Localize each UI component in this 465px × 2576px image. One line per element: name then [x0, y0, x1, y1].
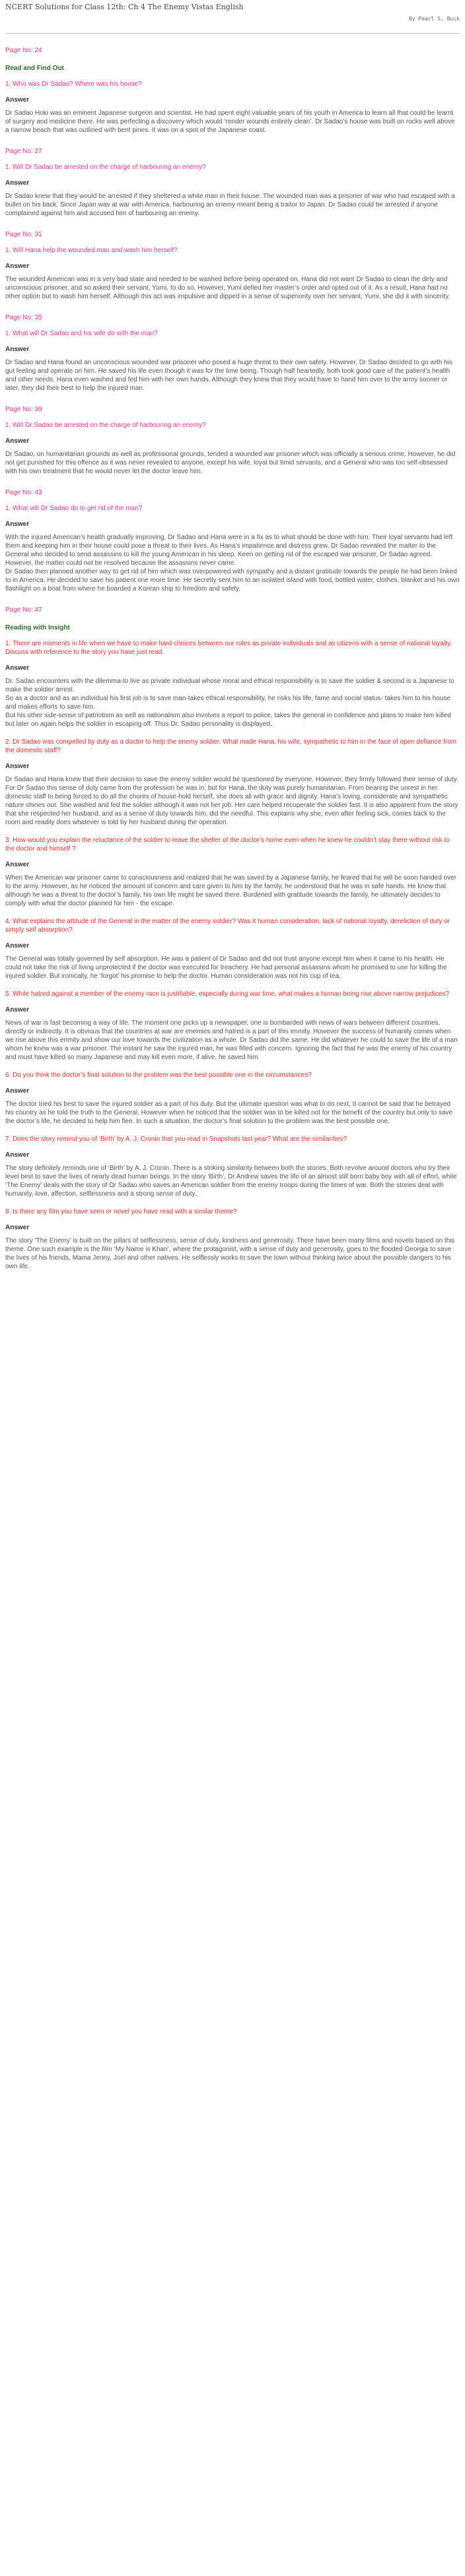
answer-label: Answer: [5, 664, 30, 672]
answer-label: Answer: [5, 346, 30, 353]
question: 1. What will Dr Sadao do to get rid of the man?: [5, 505, 143, 512]
answer-label: Answer: [5, 179, 30, 187]
answer-label: Answer: [5, 942, 30, 950]
answer-text: [5, 874, 460, 908]
page-number-label: Page No: 24: [5, 47, 42, 54]
question: 1. Will Hana help the wounded man and wash him herself?: [5, 247, 178, 254]
document-header: [5, 0, 460, 34]
answer-label: Answer: [5, 1224, 30, 1231]
question: 4. What explains the attitude of the General in the matter of the enemy soldier? Was it human consideration, lack of national loyalty, dereliction of duty or simply self absorption?: [5, 918, 450, 934]
answer-text: [5, 775, 460, 827]
answer-label: Answer: [5, 763, 30, 770]
answer-paragraph: Dr Sadao and Hana found an unconscious wounded war prisoner who posed a huge threat to their own safety. However, Dr Sadao decided to go with his gut feeling and operate on him. He saved his life even though it was for the time being. Though half heartedly, both took good care of the patient’s health and other needs. Hana even washed and fed him with her own hands. Although they knew that they would have to hand him over to the army sooner or later, they did their best to help the injured man.: [5, 359, 452, 392]
answer-paragraph: Dr Sadao and Hana knew that their decision to save the enemy soldier would be questioned by everyone. However, they firmly followed their sense of duty. For Dr Sadao this sense of duty came from the profession he was in; but for Hana, the duty was purely humanitarian. From bearing the unrest in her domestic staff to being forced to do all the chores of house-hold herself, she does all with grace and dignity. Hana’s loving, considerate and sympathetic nature shines out. She washed and fed the soldier although it was not her job. Her care helped recuperate the soldier fast. It is also apparent from the story that she respected her husband, and as a sense of duty towards him, did the needful. This explains why she, even after feeling sick, comes back to the room and readily does whatever is told by her husband during the operation.: [5, 776, 458, 826]
answer-text: [5, 358, 460, 393]
question: 1. What will Dr Sadao and his wife do with the man?: [5, 330, 158, 337]
answer-paragraph: Dr Sadao then planned another way to get rid of him which was overpowered with sympathy and a distant gratitude towards the people he had been linked to in America. He decided to save his patient one more time. He secretly sent him to an isolated island with food, bottled water, clothes, blanket and his own flashlight on a boat from where he boarded a Korean ship to freedom and safety.: [5, 568, 460, 593]
answer-label: Answer: [5, 1087, 30, 1095]
answer-label: Answer: [5, 861, 30, 868]
page-number-label: Page No: 39: [5, 406, 42, 413]
answer-label: Answer: [5, 1151, 30, 1159]
answer-label: Answer: [5, 437, 30, 445]
answer-paragraph: Dr Sadao Hoki was an eminent Japanese surgeon and scientist. He had spent eight valuable years of his youth in America to learn all that could be learnt of surgery and medicine there. He was perfecting a discovery which would ‘render wounds entirely clean’. Dr Sadao’s house was built on rocks well above a narrow beach that was outlined with bent pines. It was on a spot of the Japanese coast.: [5, 110, 455, 134]
answer-label: Answer: [5, 96, 30, 104]
answer-paragraph: But his other side-sense of patriotism as well as nationalism also involves a report to police, takes the general in confidence and plans to make him killed but later on again helps the soldier in escaping off. Thus Dr. Sadao personality is displayed.: [5, 712, 451, 728]
page-number-label: Page No: 31: [5, 231, 42, 238]
answer-label: Answer: [5, 521, 30, 528]
question: 7. Does the story remind you of ‘Birth’ by A. J. Cronin that you read in Snapshots last year? What are the similarities?: [5, 1136, 347, 1143]
answer-paragraph: The story ‘The Enemy’ is built on the pillars of selflessness, sense of duty, kindness and generosity. There have been many films and novels based on this theme. One such example is the film ‘My Name is Khan’, where the protagonist, with a sense of duty and generosity, goes to the flooded Georgia to save the lives of his friends, Mama Jenny, Joel and other natives. He selflessly works to save the town without thinking twice about the possible dangers to his own life.: [5, 1237, 455, 1270]
answer-text: [5, 275, 460, 301]
page-number-label: Page No: 43: [5, 489, 42, 496]
section-heading: Reading with Insight: [5, 624, 70, 631]
answer-paragraph: The wounded American was in a very bad state and needed to be washed before being operated on. Hana did not want Dr Sadao to clean the dirty and unconscious prisoner, and so asked their servant, Yumi, to do so. However, Yumi defied her master’s order and opted out of it. As a result, Hana had no other option but to wash him herself. Although this act was impulsive and dipped in a sense of superiority over her servant, Yumi, she did it with sincerity.: [5, 276, 450, 300]
answer-paragraph: News of war is fast becoming a way of life. The moment one picks up a newspaper, one is bombarded with news of wars between different countries, directly or indirectly. It is obvious that the countries at war are enemies and hatred is a part of this enmity. However the success of humanity comes when we rise above this enmity and show our love towards the civilization as a whole. Dr Sadao did the same. He did whatever he could to save the life of a man whom he knew was a war prisoner. The instant he saw the injured man, he was filled with concern. Ignoring the fact that he was the enemy of his country and must have killed so many Japanese and may kill even more, if alive, he saved him.: [5, 1019, 458, 1061]
answer-text: [5, 109, 460, 135]
question: 1. Will Dr Sadao be arrested on the charge of harbouring an enemy?: [5, 422, 206, 429]
answer-text: [5, 955, 460, 981]
answer-text: [5, 192, 460, 218]
question: 8. Is there any film you have seen or novel you have read with a similar theme?: [5, 1208, 237, 1215]
document-author: By Pearl S. Buck: [408, 16, 460, 22]
answer-paragraph: With the injured American’s health gradually improving, Dr Sadao and Hana were in a fix as to what should be done with him. Their loyal servants had left them and keeping him in their house could pose a threat to their lives. As Hana’s impatience and distress grew, Dr Sadao revealed the matter to the General who decided to send assassins to kill the young American in his sleep. Keen on getting rid of the escaped war prisoner, Dr Sadao agreed. However, the matter could not be resolved because the assassins never came.: [5, 534, 453, 567]
page-number-label: Page No: 47: [5, 606, 42, 614]
answer-text: [5, 1164, 460, 1198]
question: 2. Dr Sadao was compelled by duty as a doctor to help the enemy soldier. What made Hana, his wife, sympathetic to him in the face of open defiance from the domestic staff?: [5, 738, 457, 754]
question: 5. While hatred against a member of the enemy race is justifiable, especially during war time, what makes a human being rise above narrow prejudices?: [5, 990, 450, 998]
answer-paragraph: So as a doctor and as an individual his first job is to save man-takes ethical responsibility, he risks his life, fame and social status- takes him to his house and makes efforts to save him.: [5, 695, 451, 711]
question: 1. Will Dr Sadao be arrested on the charge of harbouring an enemy?: [5, 164, 206, 171]
question: 6. Do you think the doctor’s final solution to the problem was the best possible one in the circumstances?: [5, 1072, 312, 1079]
answer-paragraph: The story definitely reminds one of ‘Birth’ by A. J. Cronin. There is a striking similarity between both the stories. Both revolve around doctors who try their level best to save the lives of nearly dead human beings. In the story ‘Birth’, Dr Andrew saves the life of an almost still born baby boy with all of effort, while ‘The Enemy’ deals with the story of Dr Sadao who saves an American soldier from the enemy troops during the times of war. Both the stories deal with humanity, love, affection, selflessness and a strong sense of duty.: [5, 1165, 457, 1198]
answer-text: [5, 1237, 460, 1271]
document-body: [5, 47, 460, 1271]
answer-label: Answer: [5, 1006, 30, 1014]
answer-paragraph: Dr Sadao knew that they would be arrested if they sheltered a white man in their house. The wounded man was a prisoner of war who had escaped with a bullet on his back. Since Japan was at war with America, harbouring an enemy meant being a traitor to Japan. Dr Sadao could be arrested if anyone complained against him and accused him of harbouring an enemy.: [5, 193, 455, 217]
question: 1. There are moments in life when we have to make hard choices between our roles as private individuals and as citizens with a sense of national loyalty. Discuss with reference to the story you have just read.: [5, 640, 452, 656]
answer-paragraph: Dr Sadao, on humanitarian grounds as well as professional grounds, tended a wounded war prisoner which was officially a serious crime. However, he did not get punished for this offence as it was never revealed to anyone, except his wife, loyal but timid servants, and a General who was too self-obsessed with his own treatment that he would never let the doctor leave him.: [5, 451, 456, 475]
document-title: NCERT Solutions for Class 12th: Ch 4 The Enemy Vistas English: [5, 3, 244, 11]
answer-paragraph: Dr. Sadao encounters with the dilemma-to live as private individual whose moral and ethical responsibility is to save the soldier & second is a Japanese to make the soldier arrest.: [5, 678, 454, 693]
answer-paragraph: When the American war prisoner came to consciousness and realized that he was saved by a Japanese family, he feared that he will be soon handed over to the army. However, as he noticed the amount of concern and care given to him by the family, he understood that he was in safe hands. He knew that although he was a threat to the doctor’s family, his own life might be saved there. Burdened with gratitude towards the family, he ultimately decides to comply with what the doctor planned for him - the escape.: [5, 874, 456, 907]
page-number-label: Page No: 35: [5, 314, 42, 321]
answer-text: [5, 533, 460, 593]
answer-text: [5, 1100, 460, 1126]
page-number-label: Page No: 27: [5, 148, 42, 155]
answer-text: [5, 677, 460, 728]
answer-paragraph: The doctor tried his best to save the injured soldier as a part of his duty. But the ultimate question was what to do next. It cannot be said that he betrayed his country as he told the truth to the General. However when he noticed that the soldier was to be killed not for the benefit of the country but only to save the doctor’s life, he decided to help him flee. In such a situation, the doctor’s final solution to the problem was the best possible one.: [5, 1101, 453, 1125]
question: 1. Who was Dr Sadao? Where was his house?: [5, 80, 142, 88]
answer-paragraph: The General was totally governed by self absorption. He was a patient of Dr Sadao and did not trust anyone except him when it came to his health. He could not take the risk of living unprotected if the doctor was executed for treachery. He had personal assassins whom he promised to use for killing the injured soldier. But ironically, he ‘forgot’ his promise to help the doctor. Human consideration was not his cup of tea.: [5, 955, 447, 980]
answer-text: [5, 1019, 460, 1062]
question: 3. How would you explain the reluctance of the soldier to leave the shelter of the doctor’s home even when he knew he couldn’t stay there without risk to the doctor and himself ?: [5, 837, 450, 853]
answer-text: [5, 450, 460, 476]
answer-label: Answer: [5, 263, 30, 270]
section-heading: Read and Find Out: [5, 65, 64, 72]
